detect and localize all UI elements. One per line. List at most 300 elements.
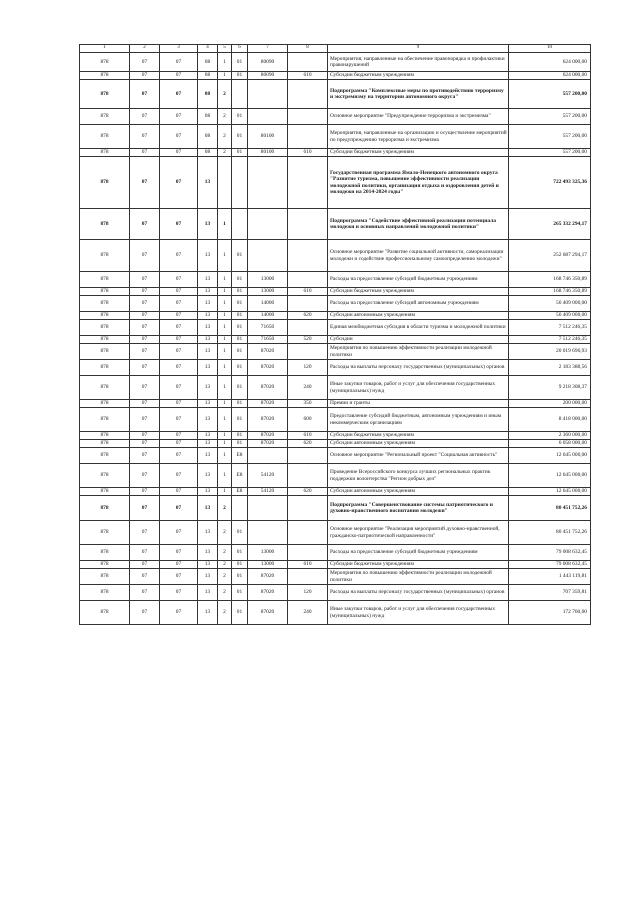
- admin-code-cell: 878: [80, 288, 130, 296]
- amount-cell: 8 418 000,00: [509, 408, 591, 432]
- amount-cell: 557 200,00: [509, 125, 591, 149]
- subprogram-code-cell: 1: [218, 400, 232, 408]
- subprogram-code-cell: 2: [218, 569, 232, 585]
- admin-code-cell: 878: [80, 488, 130, 496]
- expense-type-code-cell: [288, 344, 328, 360]
- item-name-cell: Расходы на предоставление субсидий бюджетным учреждениям: [328, 545, 509, 561]
- table-row: [80, 464, 591, 488]
- expense-type-code-cell: 610: [288, 561, 328, 569]
- program-code-cell: 13: [198, 376, 218, 400]
- expense-type-code-cell: [288, 521, 328, 545]
- subprogram-code-cell: 1: [218, 488, 232, 496]
- target-code-cell: 71650: [248, 336, 288, 344]
- subprogram-code-cell: 1: [218, 72, 232, 80]
- section-code-cell: 07: [130, 440, 160, 448]
- expense-type-code-cell: [288, 448, 328, 464]
- program-code-cell: 13: [198, 488, 218, 496]
- activity-code-cell: 01: [232, 585, 248, 601]
- subsection-code-cell: 07: [160, 72, 198, 80]
- item-name-cell: Подпрограмма "Комплексные меры по противодействию терроризму и экстремизму на территории автономного округа": [328, 80, 509, 109]
- admin-code-cell: 878: [80, 272, 130, 288]
- activity-code-cell: 01: [232, 408, 248, 432]
- target-code-cell: 14000: [248, 296, 288, 312]
- program-code-cell: 13: [198, 496, 218, 521]
- subprogram-code-cell: 1: [218, 272, 232, 288]
- amount-cell: 20 019 696,93: [509, 344, 591, 360]
- expense-type-code-cell: [288, 545, 328, 561]
- activity-code-cell: 01: [232, 296, 248, 312]
- section-code-cell: 07: [130, 336, 160, 344]
- section-code-cell: 07: [130, 109, 160, 125]
- target-code-cell: 71650: [248, 320, 288, 336]
- subprogram-code-cell: 1: [218, 288, 232, 296]
- amount-cell: 172 760,00: [509, 601, 591, 625]
- activity-code-cell: 01: [232, 400, 248, 408]
- subsection-code-cell: 07: [160, 569, 198, 585]
- activity-code-cell: 01: [232, 53, 248, 72]
- amount-cell: 624 000,00: [509, 53, 591, 72]
- subsection-code-cell: 07: [160, 360, 198, 376]
- subsection-code-cell: 07: [160, 157, 198, 209]
- admin-code-cell: 878: [80, 344, 130, 360]
- section-code-cell: 07: [130, 496, 160, 521]
- table-row: [80, 109, 591, 125]
- subsection-code-cell: 07: [160, 488, 198, 496]
- subprogram-code-cell: 1: [218, 312, 232, 320]
- amount-cell: 56 409 000,00: [509, 312, 591, 320]
- subprogram-code-cell: 1: [218, 464, 232, 488]
- program-code-cell: 13: [198, 336, 218, 344]
- expense-type-code-cell: 610: [288, 149, 328, 157]
- target-code-cell: 54120: [248, 464, 288, 488]
- subprogram-code-cell: 1: [218, 296, 232, 312]
- amount-cell: 9 218 308,37: [509, 376, 591, 400]
- expense-type-code-cell: 610: [288, 72, 328, 80]
- program-code-cell: 13: [198, 569, 218, 585]
- program-code-cell: 13: [198, 408, 218, 432]
- program-code-cell: 13: [198, 585, 218, 601]
- subsection-code-cell: 07: [160, 80, 198, 109]
- subprogram-code-cell: 1: [218, 336, 232, 344]
- item-name-cell: Расходы на выплаты персоналу государственных (муниципальных) органов: [328, 585, 509, 601]
- activity-code-cell: 01: [232, 72, 248, 80]
- table-row: [80, 408, 591, 432]
- activity-code-cell: 01: [232, 240, 248, 272]
- item-name-cell: Подпрограмма "Совершенствование системы патриотического и духовно-нравственного воспитания молодежи": [328, 496, 509, 521]
- target-code-cell: 87020: [248, 344, 288, 360]
- table-row: [80, 561, 591, 569]
- admin-code-cell: 878: [80, 561, 130, 569]
- target-code-cell: 13000: [248, 272, 288, 288]
- program-code-cell: 13: [198, 360, 218, 376]
- target-code-cell: [248, 240, 288, 272]
- item-name-cell: Субсидии автономным учреждениям: [328, 488, 509, 496]
- amount-cell: 7 512 246,35: [509, 320, 591, 336]
- admin-code-cell: 878: [80, 545, 130, 561]
- section-code-cell: 07: [130, 464, 160, 488]
- subprogram-code-cell: 2: [218, 149, 232, 157]
- item-name-cell: Субсидии автономным учреждениям: [328, 312, 509, 320]
- admin-code-cell: 878: [80, 80, 130, 109]
- subsection-code-cell: 07: [160, 601, 198, 625]
- section-code-cell: 07: [130, 320, 160, 336]
- target-code-cell: 87020: [248, 400, 288, 408]
- target-code-cell: 87020: [248, 408, 288, 432]
- target-code-cell: [248, 209, 288, 240]
- target-code-cell: 87020: [248, 432, 288, 440]
- target-code-cell: 13000: [248, 561, 288, 569]
- subsection-code-cell: 07: [160, 296, 198, 312]
- subsection-code-cell: 07: [160, 496, 198, 521]
- table-row: [80, 521, 591, 545]
- expense-type-code-cell: [288, 496, 328, 521]
- activity-code-cell: [232, 496, 248, 521]
- admin-code-cell: 878: [80, 464, 130, 488]
- admin-code-cell: 878: [80, 360, 130, 376]
- table-row: [80, 149, 591, 157]
- amount-cell: 6 058 000,00: [509, 440, 591, 448]
- table-row: [80, 496, 591, 521]
- section-code-cell: 07: [130, 344, 160, 360]
- section-code-cell: 07: [130, 585, 160, 601]
- amount-cell: 12 645 000,00: [509, 464, 591, 488]
- section-code-cell: 07: [130, 521, 160, 545]
- admin-code-cell: 878: [80, 72, 130, 80]
- expense-type-code-cell: 520: [288, 336, 328, 344]
- activity-code-cell: 01: [232, 272, 248, 288]
- subsection-code-cell: 07: [160, 432, 198, 440]
- expense-type-code-cell: 610: [288, 288, 328, 296]
- admin-code-cell: 878: [80, 336, 130, 344]
- item-name-cell: Государственная программа Ямало-Ненецкого автономного округа "Развитие туризма, повышение эффективности реализации молодежной политики, организация отдыха и оздоровления детей и молодежи на 2014-2024 годы": [328, 157, 509, 209]
- amount-cell: 12 645 000,00: [509, 448, 591, 464]
- program-code-cell: 13: [198, 601, 218, 625]
- table-row: [80, 400, 591, 408]
- column-number: 3: [160, 45, 198, 53]
- subprogram-code-cell: 1: [218, 408, 232, 432]
- subprogram-code-cell: 1: [218, 360, 232, 376]
- column-number: 5: [218, 45, 232, 53]
- table-row: [80, 53, 591, 72]
- expense-type-code-cell: [288, 109, 328, 125]
- expense-type-code-cell: 120: [288, 360, 328, 376]
- subsection-code-cell: 07: [160, 448, 198, 464]
- activity-code-cell: 01: [232, 360, 248, 376]
- target-code-cell: 54120: [248, 488, 288, 496]
- program-code-cell: 13: [198, 320, 218, 336]
- item-name-cell: Единая межбюджетная субсидия в области туризма и молодежной политики: [328, 320, 509, 336]
- activity-code-cell: 01: [232, 521, 248, 545]
- table-row: [80, 80, 591, 109]
- subprogram-code-cell: 2: [218, 109, 232, 125]
- amount-cell: 168 746 350,89: [509, 272, 591, 288]
- admin-code-cell: 878: [80, 149, 130, 157]
- subprogram-code-cell: 1: [218, 376, 232, 400]
- subsection-code-cell: 07: [160, 312, 198, 320]
- amount-cell: 707 359,81: [509, 585, 591, 601]
- expense-type-code-cell: 350: [288, 400, 328, 408]
- table-row: [80, 272, 591, 288]
- activity-code-cell: 01: [232, 569, 248, 585]
- subsection-code-cell: 07: [160, 408, 198, 432]
- activity-code-cell: 01: [232, 336, 248, 344]
- subsection-code-cell: 07: [160, 561, 198, 569]
- item-name-cell: Основное мероприятие "Региональный проект "Социальная активность": [328, 448, 509, 464]
- target-code-cell: 87020: [248, 360, 288, 376]
- item-name-cell: Мероприятия по повышению эффективности реализации молодежной политики: [328, 344, 509, 360]
- amount-cell: 7 512 246,35: [509, 336, 591, 344]
- activity-code-cell: 01: [232, 312, 248, 320]
- expense-type-code-cell: [288, 80, 328, 109]
- amount-cell: 80 451 752,26: [509, 496, 591, 521]
- section-code-cell: 07: [130, 432, 160, 440]
- column-number: 2: [130, 45, 160, 53]
- admin-code-cell: 878: [80, 521, 130, 545]
- activity-code-cell: [232, 209, 248, 240]
- activity-code-cell: 01: [232, 320, 248, 336]
- program-code-cell: 13: [198, 561, 218, 569]
- activity-code-cell: E8: [232, 464, 248, 488]
- subsection-code-cell: 07: [160, 521, 198, 545]
- subsection-code-cell: 07: [160, 320, 198, 336]
- subprogram-code-cell: 2: [218, 125, 232, 149]
- subsection-code-cell: 07: [160, 149, 198, 157]
- subprogram-code-cell: 1: [218, 240, 232, 272]
- subprogram-code-cell: 1: [218, 432, 232, 440]
- subsection-code-cell: 07: [160, 209, 198, 240]
- table-row: [80, 569, 591, 585]
- expense-type-code-cell: [288, 209, 328, 240]
- program-code-cell: 13: [198, 312, 218, 320]
- program-code-cell: 13: [198, 157, 218, 209]
- subprogram-code-cell: 2: [218, 496, 232, 521]
- table-row: [80, 336, 591, 344]
- section-code-cell: 07: [130, 288, 160, 296]
- item-name-cell: Субсидии бюджетным учреждениям: [328, 72, 509, 80]
- subsection-code-cell: 07: [160, 109, 198, 125]
- table-row: [80, 601, 591, 625]
- subprogram-code-cell: [218, 157, 232, 209]
- admin-code-cell: 878: [80, 53, 130, 72]
- table-row: [80, 296, 591, 312]
- item-name-cell: Мероприятия, направленные на обеспечение правопорядка и профилактики правонарушений: [328, 53, 509, 72]
- section-code-cell: 07: [130, 312, 160, 320]
- subsection-code-cell: 07: [160, 336, 198, 344]
- target-code-cell: [248, 109, 288, 125]
- activity-code-cell: 01: [232, 125, 248, 149]
- expense-type-code-cell: 600: [288, 408, 328, 432]
- activity-code-cell: E8: [232, 448, 248, 464]
- expense-type-code-cell: 620: [288, 440, 328, 448]
- admin-code-cell: 878: [80, 448, 130, 464]
- item-name-cell: Основное мероприятие "Развитие социальной активности, самореализации молодежи и содействие профессиональному самоопределению молодежи": [328, 240, 509, 272]
- table-row: [80, 376, 591, 400]
- target-code-cell: 87020: [248, 601, 288, 625]
- target-code-cell: [248, 521, 288, 545]
- item-name-cell: Субсидии: [328, 336, 509, 344]
- section-code-cell: 07: [130, 80, 160, 109]
- column-number-row: [80, 45, 591, 53]
- subsection-code-cell: 07: [160, 272, 198, 288]
- admin-code-cell: 878: [80, 209, 130, 240]
- program-code-cell: 13: [198, 464, 218, 488]
- section-code-cell: 07: [130, 53, 160, 72]
- subsection-code-cell: 07: [160, 344, 198, 360]
- activity-code-cell: 01: [232, 545, 248, 561]
- expense-type-code-cell: [288, 53, 328, 72]
- amount-cell: 12 645 000,00: [509, 488, 591, 496]
- amount-cell: 557 200,00: [509, 149, 591, 157]
- expense-type-code-cell: [288, 272, 328, 288]
- admin-code-cell: 878: [80, 601, 130, 625]
- program-code-cell: 13: [198, 296, 218, 312]
- subprogram-code-cell: 2: [218, 80, 232, 109]
- target-code-cell: 87020: [248, 569, 288, 585]
- amount-cell: 265 332 294,17: [509, 209, 591, 240]
- column-number: 7: [248, 45, 288, 53]
- amount-cell: 56 409 000,00: [509, 296, 591, 312]
- amount-cell: 79 008 632,45: [509, 561, 591, 569]
- target-code-cell: 87020: [248, 376, 288, 400]
- expense-type-code-cell: [288, 157, 328, 209]
- table-row: [80, 448, 591, 464]
- item-name-cell: Расходы на выплаты персоналу государственных (муниципальных) органов: [328, 360, 509, 376]
- expense-type-code-cell: 240: [288, 376, 328, 400]
- subprogram-code-cell: 1: [218, 53, 232, 72]
- item-name-cell: Проведение Всероссийского конкурса лучших региональных практик поддержки волонтерства "Регион добрых дел": [328, 464, 509, 488]
- activity-code-cell: 01: [232, 149, 248, 157]
- program-code-cell: 13: [198, 521, 218, 545]
- subprogram-code-cell: 1: [218, 320, 232, 336]
- activity-code-cell: 01: [232, 344, 248, 360]
- section-code-cell: 07: [130, 448, 160, 464]
- program-code-cell: 08: [198, 53, 218, 72]
- program-code-cell: 13: [198, 209, 218, 240]
- item-name-cell: Мероприятия по повышению эффективности реализации молодежной политики: [328, 569, 509, 585]
- subprogram-code-cell: 1: [218, 440, 232, 448]
- table-row: [80, 209, 591, 240]
- target-code-cell: 87020: [248, 585, 288, 601]
- program-code-cell: 13: [198, 240, 218, 272]
- table-row: [80, 125, 591, 149]
- item-name-cell: Иные закупки товаров, работ и услуг для обеспечения государственных (муниципальных) нужд: [328, 601, 509, 625]
- section-code-cell: 07: [130, 72, 160, 80]
- target-code-cell: 14000: [248, 312, 288, 320]
- section-code-cell: 07: [130, 360, 160, 376]
- program-code-cell: 08: [198, 72, 218, 80]
- table-row: [80, 545, 591, 561]
- subprogram-code-cell: 2: [218, 545, 232, 561]
- table-row: [80, 288, 591, 296]
- amount-cell: 200 000,00: [509, 400, 591, 408]
- expense-type-code-cell: 620: [288, 312, 328, 320]
- table-row: [80, 320, 591, 336]
- subsection-code-cell: 07: [160, 53, 198, 72]
- item-name-cell: Субсидии бюджетным учреждениям: [328, 288, 509, 296]
- target-code-cell: 80100: [248, 125, 288, 149]
- column-number: 9: [328, 45, 509, 53]
- expense-type-code-cell: 120: [288, 585, 328, 601]
- amount-cell: 79 008 632,45: [509, 545, 591, 561]
- column-number: 8: [288, 45, 328, 53]
- admin-code-cell: 878: [80, 312, 130, 320]
- subprogram-code-cell: 1: [218, 209, 232, 240]
- expense-type-code-cell: [288, 464, 328, 488]
- subsection-code-cell: 07: [160, 585, 198, 601]
- admin-code-cell: 878: [80, 320, 130, 336]
- program-code-cell: 13: [198, 344, 218, 360]
- item-name-cell: Подпрограмма "Содействие эффективной реализации потенциала молодежи и основных направлений молодежной политики": [328, 209, 509, 240]
- subsection-code-cell: 07: [160, 545, 198, 561]
- activity-code-cell: 01: [232, 561, 248, 569]
- target-code-cell: 13000: [248, 545, 288, 561]
- amount-cell: 722 493 325,36: [509, 157, 591, 209]
- item-name-cell: Субсидии автономным учреждениям: [328, 440, 509, 448]
- column-number: 10: [509, 45, 591, 53]
- amount-cell: 168 746 350,89: [509, 288, 591, 296]
- subprogram-code-cell: 2: [218, 561, 232, 569]
- amount-cell: 2 183 388,56: [509, 360, 591, 376]
- section-code-cell: 07: [130, 209, 160, 240]
- item-name-cell: Расходы на предоставление субсидий бюджетным учреждениям: [328, 272, 509, 288]
- item-name-cell: Субсидии бюджетным учреждениям: [328, 149, 509, 157]
- program-code-cell: 08: [198, 149, 218, 157]
- budget-table: [79, 44, 591, 625]
- program-code-cell: 08: [198, 80, 218, 109]
- subsection-code-cell: 07: [160, 464, 198, 488]
- section-code-cell: 07: [130, 149, 160, 157]
- subsection-code-cell: 07: [160, 400, 198, 408]
- expense-type-code-cell: 610: [288, 432, 328, 440]
- activity-code-cell: [232, 157, 248, 209]
- program-code-cell: 13: [198, 448, 218, 464]
- item-name-cell: Основное мероприятие "Реализация мероприятий духовно-нравственной, гражданско-патриотической направленности": [328, 521, 509, 545]
- subsection-code-cell: 07: [160, 288, 198, 296]
- table-row: [80, 488, 591, 496]
- subprogram-code-cell: 1: [218, 344, 232, 360]
- item-name-cell: Субсидии бюджетным учреждениям: [328, 561, 509, 569]
- amount-cell: 1 443 119,81: [509, 569, 591, 585]
- program-code-cell: 13: [198, 432, 218, 440]
- table-row: [80, 240, 591, 272]
- activity-code-cell: 01: [232, 432, 248, 440]
- target-code-cell: 13000: [248, 288, 288, 296]
- program-code-cell: 13: [198, 400, 218, 408]
- column-number: 1: [80, 45, 130, 53]
- table-row: [80, 72, 591, 80]
- subprogram-code-cell: 1: [218, 448, 232, 464]
- subprogram-code-cell: 2: [218, 585, 232, 601]
- program-code-cell: 13: [198, 272, 218, 288]
- subprogram-code-cell: 2: [218, 521, 232, 545]
- expense-type-code-cell: [288, 320, 328, 336]
- section-code-cell: 07: [130, 272, 160, 288]
- admin-code-cell: 878: [80, 400, 130, 408]
- expense-type-code-cell: 240: [288, 601, 328, 625]
- table-row: [80, 312, 591, 320]
- section-code-cell: 07: [130, 125, 160, 149]
- item-name-cell: Иные закупки товаров, работ и услуг для обеспечения государственных (муниципальных) нужд: [328, 376, 509, 400]
- section-code-cell: 07: [130, 400, 160, 408]
- section-code-cell: 07: [130, 376, 160, 400]
- admin-code-cell: 878: [80, 408, 130, 432]
- activity-code-cell: 01: [232, 601, 248, 625]
- target-code-cell: [248, 157, 288, 209]
- program-code-cell: 08: [198, 109, 218, 125]
- expense-type-code-cell: [288, 296, 328, 312]
- amount-cell: 80 451 752,26: [509, 521, 591, 545]
- activity-code-cell: 01: [232, 440, 248, 448]
